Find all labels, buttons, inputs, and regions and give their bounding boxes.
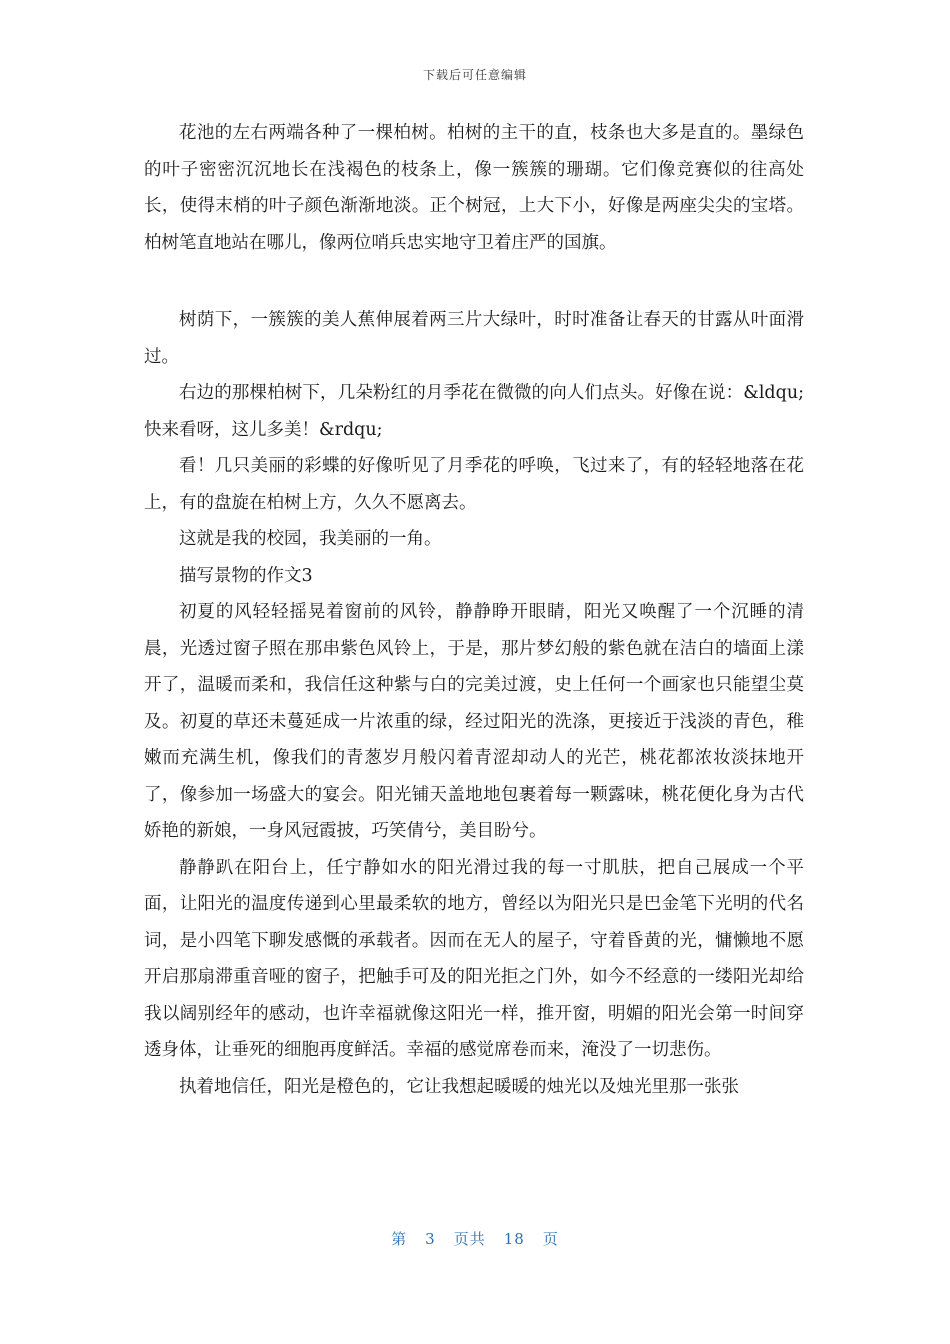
text-block-b — [144, 302, 804, 1105]
footer-word-di: 第 — [391, 1230, 408, 1248]
section-heading: 描写景物的作文3 — [179, 565, 313, 586]
paragraph: 静静趴在阳台上，任宁静如水的阳光滑过我的每一寸肌肤，把自己展成一个平面，让阳光的温度传递到心里最柔软的地方，曾经以为阳光只是巴金笔下光明的代名词，是小四笔下聊发感慨的承载者。因而在无人的屋子，守着昏黄的光，慵懒地不愿开启那扇滞重音哑的窗子，把触手可及的阳光拒之门外，如今不经意的一缕阳光却给我以阔别经年的感动，也许幸福就像这阳光一样，推开窗，明媚的阳光会第一时间穿透身体，让垂死的细胞再度鲜活。幸福的感觉席卷而来，淹没了一切悲伤。 — [144, 857, 804, 1060]
paragraph: 初夏的风轻轻摇晃着窗前的风铃，静静睁开眼睛，阳光又唤醒了一个沉睡的清晨，光透过窗子照在那串紫色风铃上，于是，那片梦幻般的紫色就在洁白的墙面上漾开了，温暖而柔和，我信任这种紫与白的完美过渡，史上任何一个画家也只能望尘莫及。初夏的草还未蔓延成一片浓重的绿，经过阳光的洗涤，更接近于浅淡的青色，稚嫩而充满生机，像我们的青葱岁月般闪着青涩却动人的光芒，桃花都浓妆淡抹地开了，像参加一场盛大的宴会。阳光铺天盖地地包裹着每一颗露味，桃花便化身为古代娇艳的新娘，一身风冠霞披，巧笑倩兮，美目盼兮。 — [144, 602, 804, 841]
footer-word-yegong: 页共 — [453, 1230, 486, 1248]
paragraph: 执着地信任，阳光是橙色的，它让我想起暖暖的烛光以及烛光里那一张张 — [179, 1076, 739, 1097]
total-page-count: 18 — [503, 1230, 525, 1248]
header-note: 下载后可任意编辑 — [422, 68, 527, 82]
paragraph: 右边的那棵柏树下，几朵粉红的月季花在微微的向人们点头。好像在说：&ldqu;快来看呀，这儿多美！&rdqu; — [144, 383, 804, 440]
current-page-number: 3 — [425, 1230, 436, 1248]
paragraph: 花池的左右两端各种了一棵柏树。柏树的主干的直，枝条也大多是直的。墨绿色的叶子密密沉沉地长在浅褐色的枝条上，像一簇簇的珊瑚。它们像竞赛似的往高处长，使得末梢的叶子颜色渐渐地淡。正个树冠，上大下小，好像是两座尖尖的宝塔。柏树笔直地站在哪儿，像两位哨兵忠实地守卫着庄严的国旗。 — [144, 123, 804, 253]
text-block-a — [144, 115, 804, 261]
footer-word-ye: 页 — [542, 1230, 559, 1248]
paragraph: 看！几只美丽的彩蝶的好像听见了月季花的呼唤，飞过来了，有的轻轻地落在花上，有的盘旋在柏树上方，久久不愿离去。 — [144, 456, 804, 513]
paragraph: 这就是我的校园，我美丽的一角。 — [179, 529, 442, 549]
page-number-footer — [0, 1228, 950, 1249]
paragraph: 树荫下，一簇簇的美人蕉伸展着两三片大绿叶，时时准备让春天的甘露从叶面滑过。 — [144, 310, 804, 367]
